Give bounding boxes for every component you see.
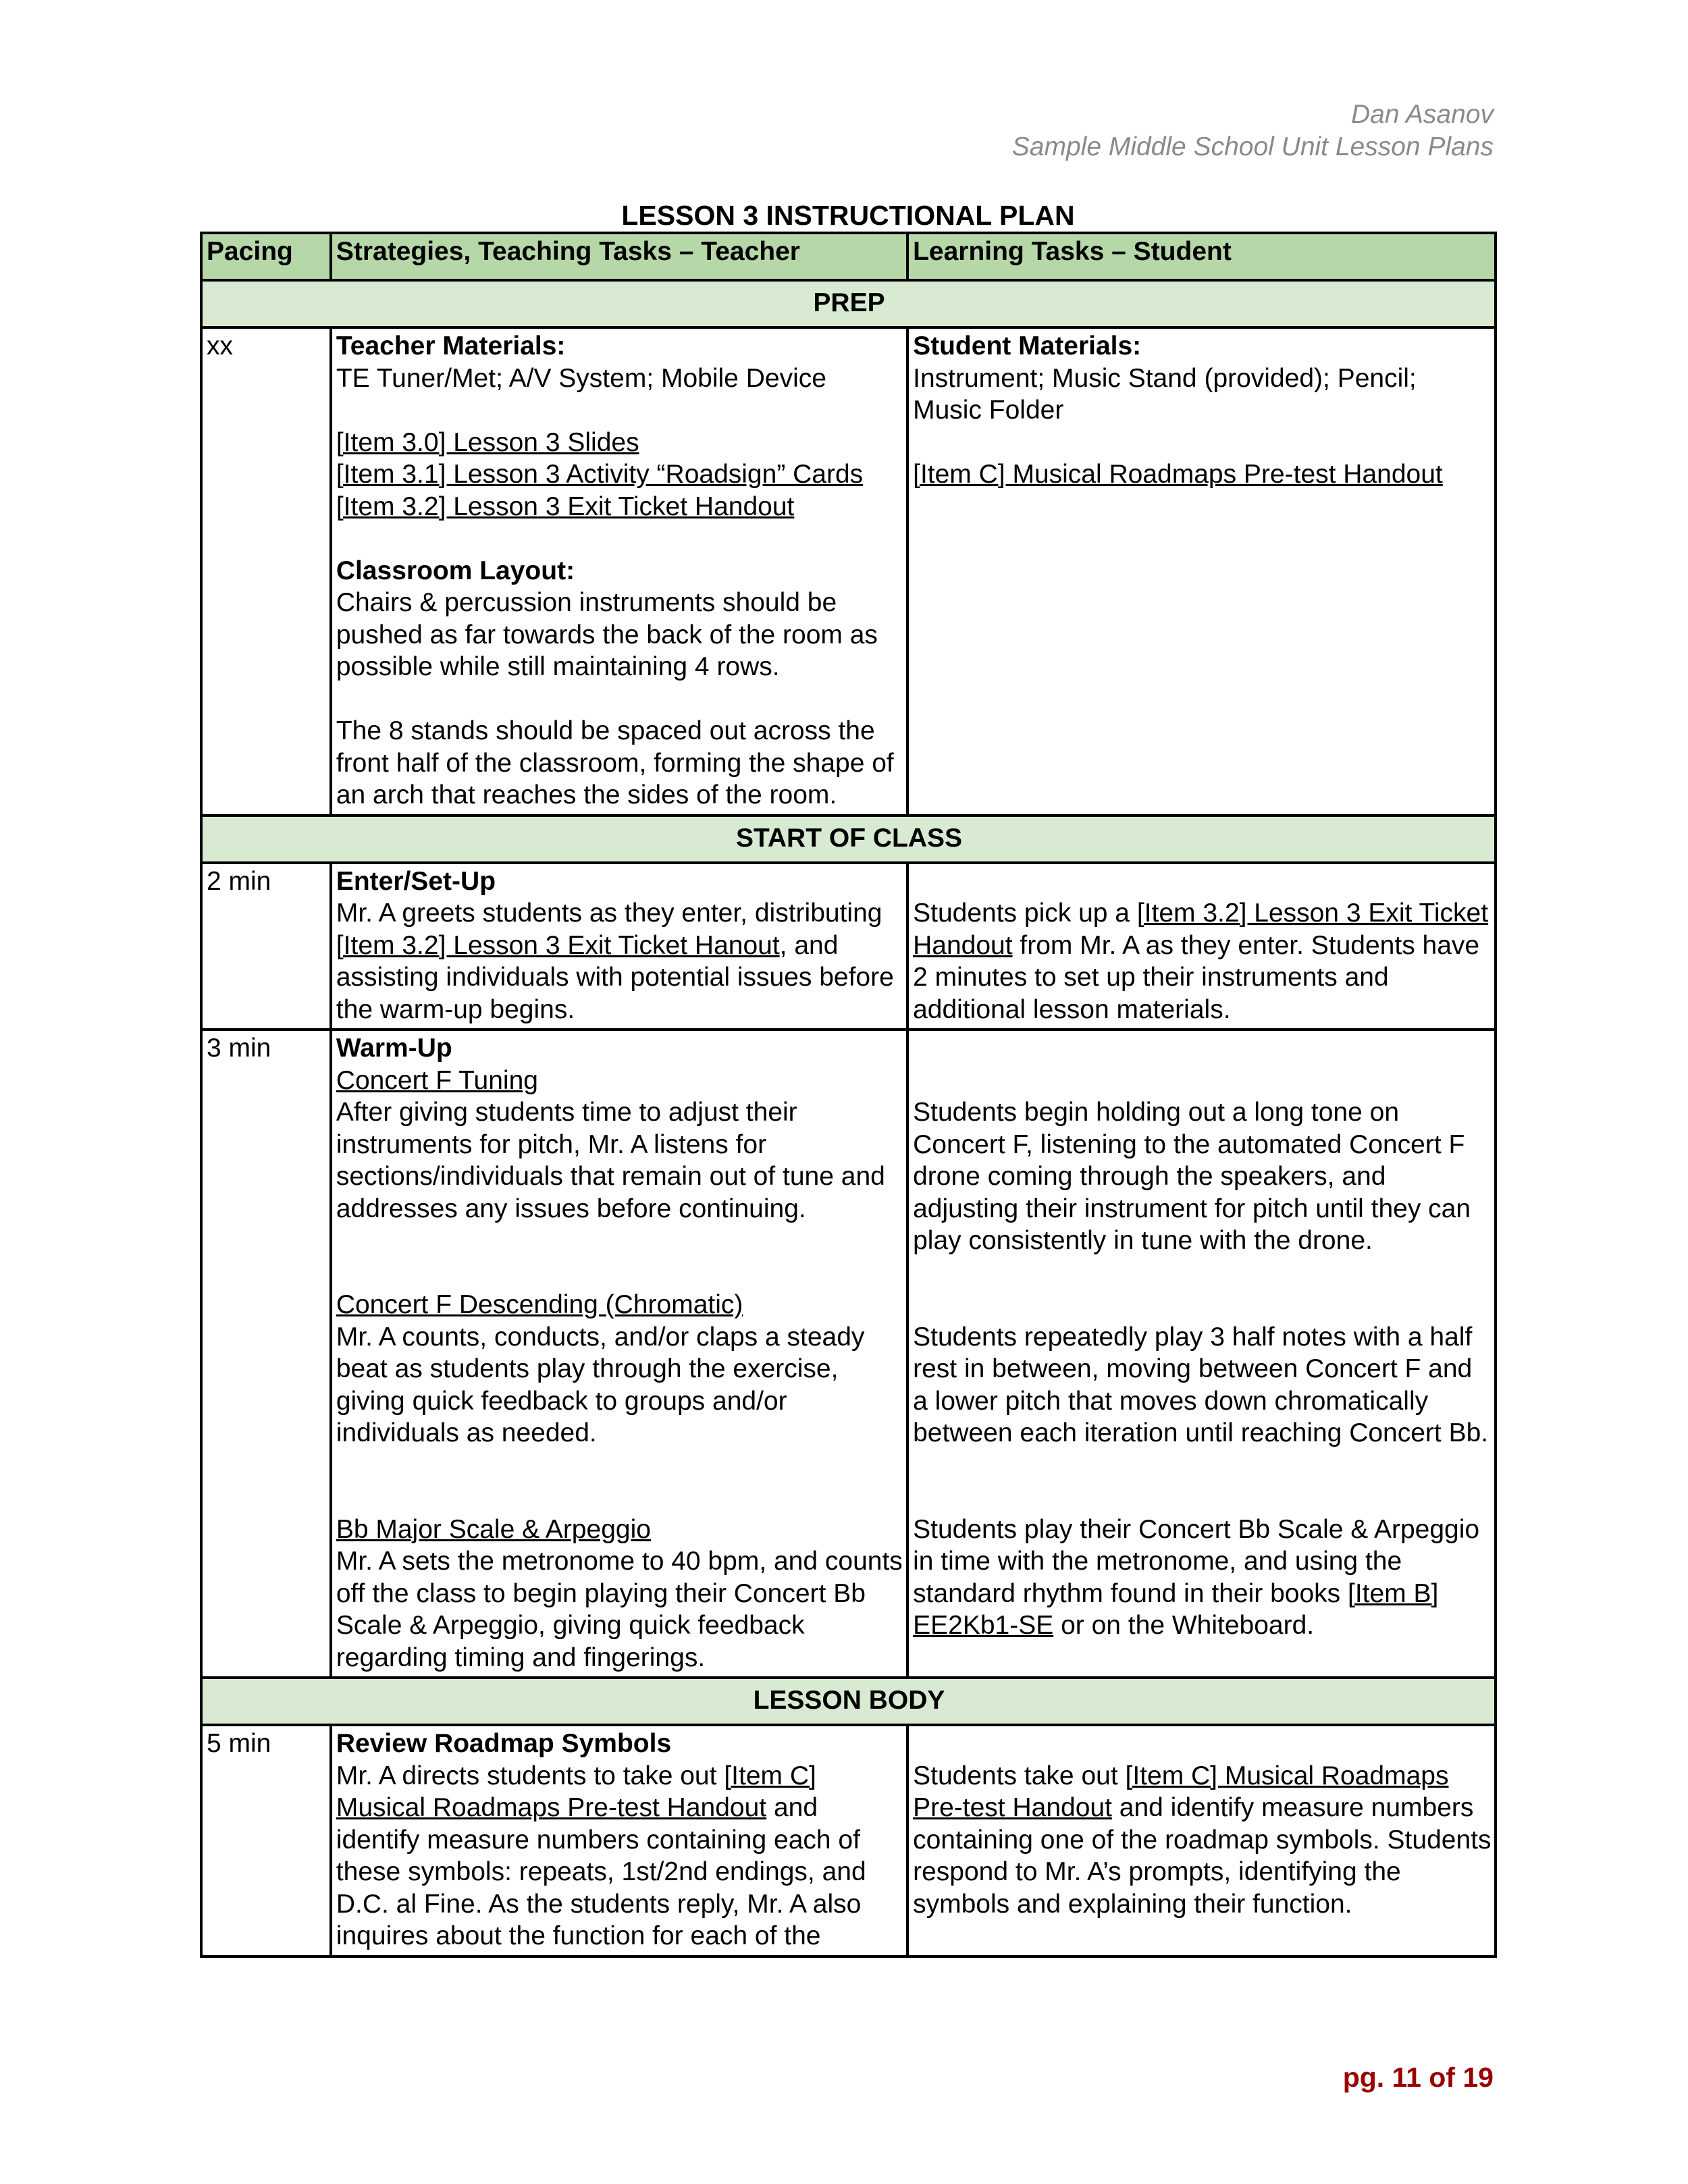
column-header-teacher: Strategies, Teaching Tasks – Teacher (331, 233, 907, 280)
tuning-teacher-text: After giving students time to adjust their instruments for pitch, Mr. A listens for sections/individuals that remain out of tune and addresses any issues before continuing. (336, 1098, 885, 1223)
section-row-prep (201, 280, 1496, 327)
item-3-0-link[interactable]: [Item 3.0] Lesson 3 Slides (336, 427, 639, 457)
table-row-review (201, 1725, 1496, 1956)
item-3-2-link[interactable]: [Item 3.2] Lesson 3 Exit Ticket Hanout (336, 930, 780, 960)
item-3-1-link[interactable]: [Item 3.1] Lesson 3 Activity “Roadsign” Cards (336, 460, 864, 489)
item-3-2-link[interactable]: [Item 3.2] Lesson 3 Exit Ticket Handout (913, 899, 1489, 960)
column-header-student: Learning Tasks – Student (907, 233, 1496, 280)
table-row-setup (201, 863, 1496, 1030)
pacing-cell: xx (201, 327, 331, 816)
classroom-layout-text-1: Chairs & percussion instruments should be pushed as far towards the back of the room as possible while still maintaining 4 rows. (336, 588, 878, 681)
setup-heading: Enter/Set-Up (336, 866, 496, 896)
teacher-cell (331, 1030, 907, 1678)
item-3-2-link[interactable]: [Item 3.2] Lesson 3 Exit Ticket Handout (336, 491, 795, 521)
column-header-pacing: Pacing (201, 233, 331, 280)
review-teacher-text: Mr. A directs students to take out [Item C] Musical Roadmaps Pre-test Handout and identify measure numbers containing each of these symbols: repeats, 1st/2nd endings, and D.C. al Fine. As the students reply, Mr. A also inquires about the function for each of the (336, 1761, 866, 1950)
tuning-student-text: Students begin holding out a long tone on Concert F, listening to the automated Concert F drone coming through the speakers, and adjusting their instrument for pitch until they can play consistently in tune with the drone. (913, 1098, 1471, 1255)
page-number: pg. 11 of 19 (1342, 2062, 1494, 2093)
descending-title: Concert F Descending (Chromatic) (336, 1290, 743, 1319)
descending-teacher-text: Mr. A counts, conducts, and/or claps a steady beat as students play through the exercise, giving quick feedback to groups and/or individuals as needed. (336, 1322, 865, 1447)
tuning-title: Concert F Tuning (336, 1065, 538, 1095)
classroom-layout-text-2: The 8 stands should be spaced out across the front half of the classroom, forming the shape of an arch that reaches the sides of the room. (336, 716, 894, 809)
student-cell (907, 1725, 1496, 1956)
scale-teacher-text: Mr. A sets the metronome to 40 bpm, and counts off the class to begin playing their Concert Bb Scale & Arpeggio, giving quick feedback regarding timing and fingerings. (336, 1547, 903, 1672)
section-row-start (201, 816, 1496, 863)
review-student-text: Students take out [Item C] Musical Roadmaps Pre-test Handout and identify measure numbers containing one of the roadmap symbols. Students respond to Mr. A’s prompts, identifying the symbols and explaining their function. (913, 1761, 1492, 1919)
page-header (1012, 99, 1494, 163)
teacher-cell (331, 327, 907, 816)
student-cell (907, 863, 1496, 1030)
teacher-materials-heading: Teacher Materials: (336, 331, 566, 361)
pacing-cell: 3 min (201, 1030, 331, 1678)
descending-student-text: Students repeatedly play 3 half notes with a half rest in between, moving between Concert F and a lower pitch that moves down chromatically between each iteration until reaching Concert Bb. (913, 1322, 1489, 1447)
scale-title: Bb Major Scale & Arpeggio (336, 1514, 651, 1544)
pacing-cell: 2 min (201, 863, 331, 1030)
table-row-prep (201, 327, 1496, 816)
item-c-link[interactable]: [Item C] Musical Roadmaps Pre-test Handout (913, 1761, 1449, 1822)
review-heading: Review Roadmap Symbols (336, 1729, 672, 1758)
table-row-warmup (201, 1030, 1496, 1678)
warmup-heading: Warm-Up (336, 1034, 452, 1063)
student-cell (907, 327, 1496, 816)
pacing-cell: 5 min (201, 1725, 331, 1956)
item-c-link[interactable]: [Item C] Musical Roadmaps Pre-test Handout (336, 1761, 816, 1822)
item-c-link[interactable]: [Item C] Musical Roadmaps Pre-test Handout (913, 460, 1443, 489)
teacher-cell (331, 863, 907, 1030)
section-row-body (201, 1678, 1496, 1725)
table-header-row (201, 233, 1496, 280)
header-subtitle: Sample Middle School Unit Lesson Plans (1011, 132, 1494, 161)
lesson-plan-table (200, 232, 1497, 1958)
header-author: Dan Asanov (1350, 100, 1494, 129)
section-title-body: LESSON BODY (201, 1678, 1496, 1725)
student-materials-heading: Student Materials: (913, 331, 1142, 361)
student-materials-text: Instrument; Music Stand (provided); Pencil; Music Folder (913, 363, 1417, 425)
setup-student-text: Students pick up a [Item 3.2] Lesson 3 Exit Ticket Handout from Mr. A as they enter. Students have 2 minutes to set up their instruments and additional lesson materials. (913, 899, 1489, 1024)
section-title-prep: PREP (201, 280, 1496, 327)
item-b-link[interactable]: [Item B] EE2Kb1-SE (913, 1578, 1439, 1640)
student-cell (907, 1030, 1496, 1678)
setup-teacher-text: Mr. A greets students as they enter, distributing [Item 3.2] Lesson 3 Exit Ticket Hanout, and assisting individuals with potential issues before the warm-up begins. (336, 899, 894, 1024)
teacher-cell (331, 1725, 907, 1956)
section-title-start: START OF CLASS (201, 816, 1496, 863)
teacher-materials-text: TE Tuner/Met; A/V System; Mobile Device (336, 363, 826, 393)
classroom-layout-heading: Classroom Layout: (336, 556, 575, 585)
document-title: LESSON 3 INSTRUCTIONAL PLAN (621, 200, 1075, 231)
scale-student-text: Students play their Concert Bb Scale & Arpeggio in time with the metronome, and using the standard rhythm found in their books [Item B] EE2Kb1-SE or on the Whiteboard. (913, 1514, 1480, 1640)
